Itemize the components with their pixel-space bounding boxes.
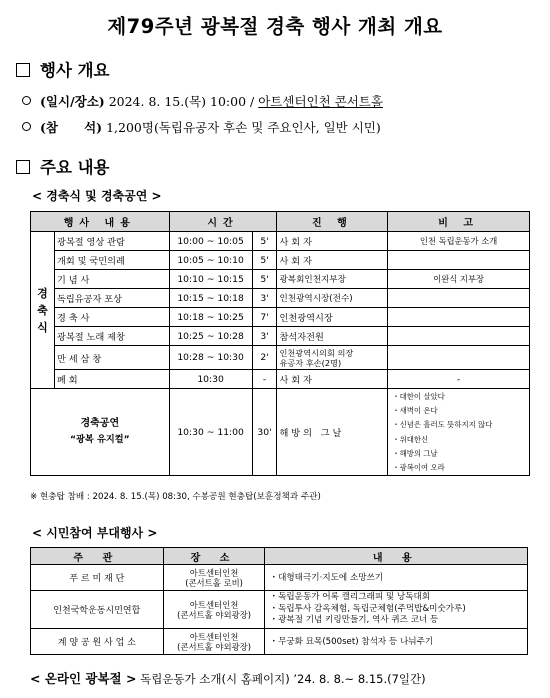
performance-song-list [388,389,530,476]
event-duration: 3' [252,327,277,346]
side-events-table [30,547,528,655]
square-bullet-icon [16,63,30,77]
event-note: 이완식 지부장 [388,270,530,289]
event-note: - [388,370,530,389]
header-cell: 장 소 [163,548,265,565]
list-item: ・ 독립투사 감옥체험, 독립군체험(주먹밥&미숫가루) [269,604,525,616]
event-host: 광복회인천지부장 [277,270,388,289]
table-row [31,327,530,346]
table-row-performance [31,389,530,476]
event-note [388,327,530,346]
event-name: 기 념 사 [54,270,169,289]
online-text: 독립운동가 소개(시 홈페이지) ’24. 8. 8.~ 8.15.(7일간) [140,672,426,686]
table-row [31,565,528,591]
ceremony-table [30,211,530,476]
event-note: 인천 독립운동가 소개 [388,232,530,251]
event-host: 인천광역시장 [277,308,388,327]
event-name: 개회 및 국민의례 [54,251,169,270]
table-row [31,370,530,389]
header-cell: 비 고 [388,212,530,232]
event-duration: 2' [252,346,277,370]
event-name: 독립유공자 포상 [54,289,169,308]
event-duration: 3' [252,289,277,308]
circle-bullet-icon [22,122,31,131]
event-host: 인천광역시장(전수) [277,289,388,308]
event-time: 10:28 ~ 10:30 [169,346,252,370]
list-item: ・ 대형태극기·지도에 소망쓰기 [269,572,525,584]
overview-row-datetime: (일시/장소) 2024. 8. 15.(목) 10:00 / 아트센터인천 콘서트홀 [22,92,383,110]
list-item: ・ 위대한신 [392,433,527,447]
section-heading-overview: 행사 개요 [16,57,110,81]
online-label: < 온라인 광복절 > [30,671,137,686]
event-time: 10:25 ~ 10:28 [169,327,252,346]
event-name: 광복절 노래 제창 [54,327,169,346]
event-host: 사 회 자 [277,251,388,270]
event-organizer: 푸 르 미 재 단 [31,565,164,591]
event-contents [265,591,528,629]
group-label: 경축식 [31,232,55,389]
event-note [388,289,530,308]
event-organizer: 계 양 공 원 사 업 소 [31,629,164,655]
event-note [388,308,530,327]
square-bullet-icon [16,160,30,174]
header-cell: 행사 내용 [31,212,170,232]
section-heading-main: 주요 내용 [16,154,110,178]
event-duration: 7' [252,308,277,327]
table-row [31,591,528,629]
event-time: 10:00 ~ 10:05 [169,232,252,251]
event-place: 아트센터인천 (콘서트홀 로비) [163,565,265,591]
event-name: 광복절 영상 관람 [54,232,169,251]
list-item: ・ 광복이여 오라 [392,461,527,475]
performance-title: 해 방 의 그 날 [277,389,388,476]
event-time: 10:15 ~ 10:18 [169,289,252,308]
list-item: ・ 해방의 그날 [392,447,527,461]
list-item: ・ 광복절 기념 키링만들기, 역사 퀴즈 코너 등 [269,615,525,627]
list-item: ・ 무궁화 묘목(500set) 참석자 등 나눠주기 [269,636,525,648]
event-time: 10:05 ~ 10:10 [169,251,252,270]
list-item: ・ 새벽이 온다 [392,404,527,418]
header-cell: 진 행 [277,212,388,232]
table-row [31,308,530,327]
table-row [31,346,530,370]
page-title: 제79주년 광복절 경축 행사 개최 개요 [107,15,443,38]
event-note [388,251,530,270]
subheading-ceremony: < 경축식 및 경축공연 > [32,189,162,203]
event-name: 폐 회 [54,370,169,389]
event-place: 아트센터인천 (콘서트홀 야외광장) [163,629,265,655]
event-host: 인천광역시의회 의장 유공자 후손(2명) [277,346,388,370]
table-header-row [31,212,530,232]
event-time: 10:18 ~ 10:25 [169,308,252,327]
event-duration: 5' [252,232,277,251]
header-cell: 주 관 [31,548,164,565]
table-row [31,629,528,655]
table-header-row [31,548,528,565]
event-duration: 5' [252,270,277,289]
table-row [31,251,530,270]
overview-row-attendance: (참 석) 1,200명(독립유공자 후손 및 주요인사, 일반 시민) [22,118,381,136]
table-row [31,289,530,308]
list-item: ・ 대한이 살았다 [392,390,527,404]
event-host: 참석자전원 [277,327,388,346]
event-time: 10:30 [169,370,252,389]
list-item: ・ 독립운동가 어록 캘리그래피 및 낭독대회 [269,592,525,604]
list-item: ・ 신념은 흘러도 뜻하지지 않다 [392,418,527,432]
performance-name: 경축공연 “광복 유지컬” [31,389,170,476]
header-cell: 시간 [169,212,277,232]
performance-time: 10:30 ~ 11:00 [169,389,252,476]
performance-duration: 30' [252,389,277,476]
table-row [31,232,530,251]
event-name: 만 세 삼 창 [54,346,169,370]
event-duration: 5' [252,251,277,270]
event-host: 사 회 자 [277,370,388,389]
subheading-side-events: < 시민참여 부대행사 > [32,526,158,540]
event-host: 사 회 자 [277,232,388,251]
memorial-footnote: ※ 현충탑 참배 : 2024. 8. 15.(목) 08:30, 수봉공원 현충탑(보훈정책과 주관) [30,492,321,502]
table-row [31,270,530,289]
event-duration: - [252,370,277,389]
event-contents [265,629,528,655]
event-name: 경 축 사 [54,308,169,327]
event-time: 10:10 ~ 10:15 [169,270,252,289]
event-note [388,346,530,370]
event-contents [265,565,528,591]
event-organizer: 인천국학운동시민연합 [31,591,164,629]
header-cell: 내 용 [265,548,528,565]
online-event-line [30,669,426,687]
event-place: 아트센터인천 (콘서트홀 야외광장) [163,591,265,629]
circle-bullet-icon [22,96,31,105]
